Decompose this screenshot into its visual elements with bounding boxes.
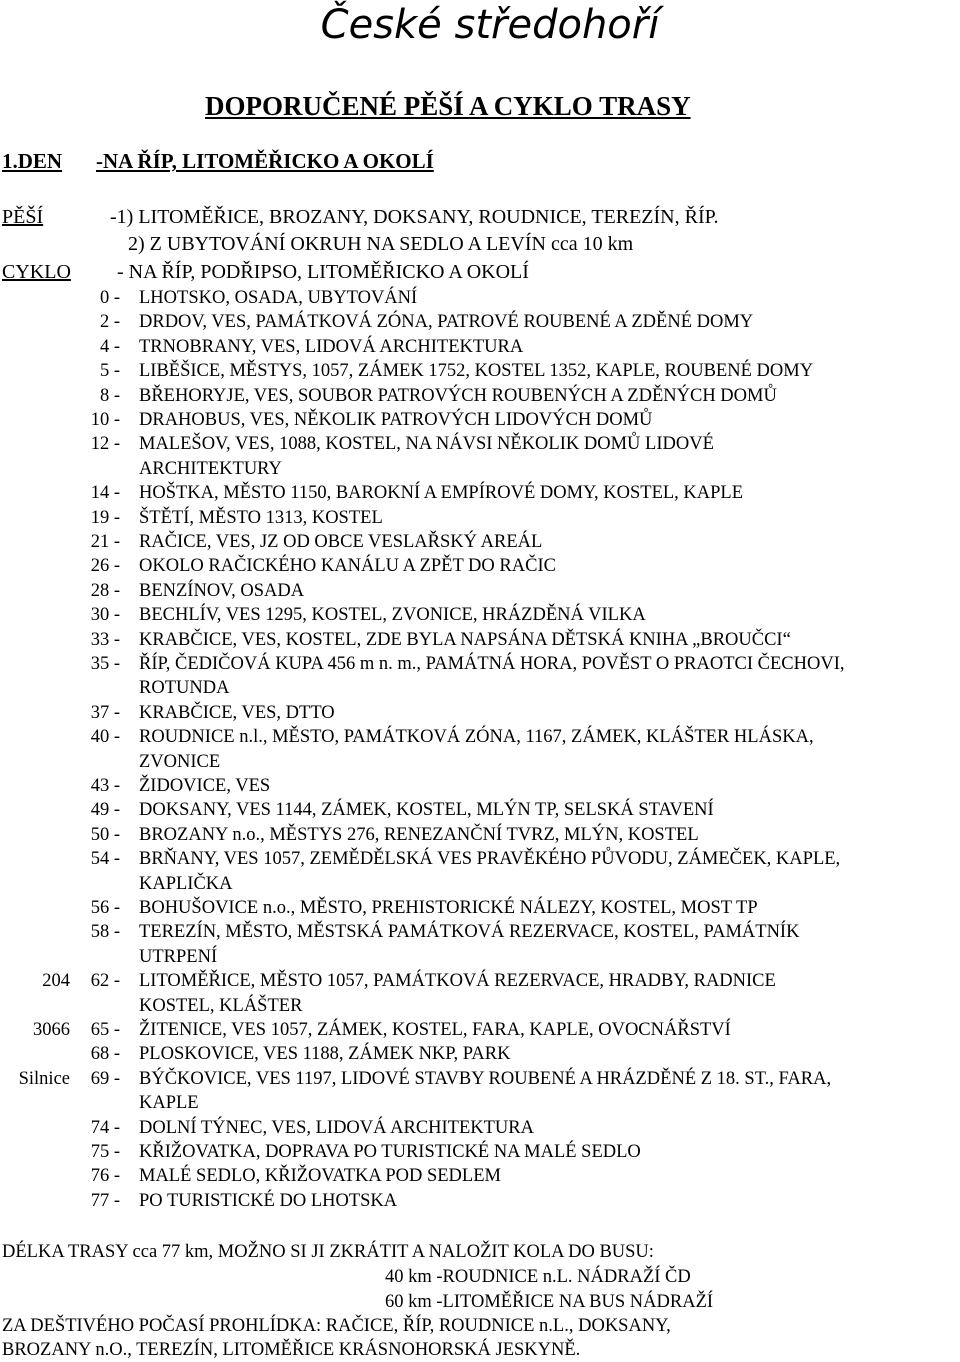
page-title: České středohoří xyxy=(320,2,660,48)
day-description: -NA ŘÍP, LITOMĚŘICKO A OKOLÍ xyxy=(96,149,434,173)
stop-row-continuation xyxy=(0,457,960,481)
stop-description: TRNOBRANY, VES, LIDOVÁ ARCHITEKTURA xyxy=(139,336,524,357)
stop-km: 40 - xyxy=(90,727,120,748)
stop-description: UTRPENÍ xyxy=(139,946,218,967)
stop-km: 4 - xyxy=(99,336,120,357)
stop-row xyxy=(0,335,960,359)
stop-description: BŘEHORYJE, VES, SOUBOR PATROVÝCH ROUBENÝCH A ZDĚNÝCH DOMŮ xyxy=(139,385,777,406)
stop-row xyxy=(0,823,960,847)
stop-description: PO TURISTICKÉ DO LHOTSKA xyxy=(139,1190,398,1211)
stop-row-continuation xyxy=(0,750,960,774)
stop-km: 0 - xyxy=(99,288,120,308)
stop-description: HOŠTKA, MĚSTO 1150, BAROKNÍ A EMPÍROVÉ DOMY, KOSTEL, KAPLE xyxy=(139,483,744,504)
stop-row xyxy=(0,506,960,530)
stop-km: 77 - xyxy=(90,1190,120,1211)
stop-row xyxy=(0,603,960,627)
stop-description: TEREZÍN, MĚSTO, MĚSTSKÁ PAMÁTKOVÁ REZERVACE, KOSTEL, PAMÁTNÍK xyxy=(139,922,800,943)
stop-km: 19 - xyxy=(90,507,120,528)
stop-km: 69 - xyxy=(90,1068,120,1089)
stop-description: LHOTSKO, OSADA, UBYTOVÁNÍ xyxy=(139,288,418,308)
stop-description: KOSTEL, KLÁŠTER xyxy=(139,995,303,1016)
stop-km: 12 - xyxy=(90,434,120,455)
stop-description: DRDOV, VES, PAMÁTKOVÁ ZÓNA, PATROVÉ ROUBENÉ A ZDĚNÉ DOMY xyxy=(139,312,754,333)
stop-row xyxy=(0,628,960,652)
stop-row xyxy=(0,701,960,725)
stop-row xyxy=(0,1042,960,1066)
stop-description: ROUDNICE n.l., MĚSTO, PAMÁTKOVÁ ZÓNA, 1167, ZÁMEK, KLÁŠTER HLÁSKA, xyxy=(139,727,814,748)
stop-side-note: 204 xyxy=(42,971,70,992)
stop-row xyxy=(0,969,960,993)
stop-row xyxy=(0,1164,960,1188)
page-subtitle: DOPORUČENÉ PĚŠÍ A CYKLO TRASY xyxy=(205,91,691,121)
stop-description: KAPLE xyxy=(139,1093,199,1114)
stop-row xyxy=(0,432,960,456)
stop-side-note: Silnice xyxy=(18,1068,70,1089)
stop-description: RAČICE, VES, JZ OD OBCE VESLAŘSKÝ AREÁL xyxy=(139,532,543,552)
stop-row xyxy=(0,310,960,334)
stop-km: 65 - xyxy=(90,1020,120,1040)
stop-description: MALEŠOV, VES, 1088, KOSTEL, NA NÁVSI NĚKOLIK DOMŮ LIDOVÉ xyxy=(139,434,714,455)
stop-row-continuation xyxy=(0,676,960,700)
stop-description: KAPLIČKA xyxy=(139,873,233,894)
stop-description: BENZÍNOV, OSADA xyxy=(139,580,305,601)
stop-row xyxy=(0,920,960,944)
stop-km: 37 - xyxy=(90,702,120,723)
stop-description: ROTUNDA xyxy=(139,678,230,699)
stop-km: 49 - xyxy=(90,800,120,821)
stop-description: OKOLO RAČICKÉHO KANÁLU A ZPĚT DO RAČIC xyxy=(139,556,556,577)
stop-row-continuation xyxy=(0,945,960,969)
stop-km: 74 - xyxy=(90,1117,120,1138)
stop-description: ŘÍP, ČEDIČOVÁ KUPA 456 m n. m., PAMÁTNÁ HORA, POVĚST O PRAOTCI ČECHOVI, xyxy=(139,654,845,674)
stop-km: 10 - xyxy=(90,410,120,430)
cycle-label: CYKLO xyxy=(2,261,71,283)
stop-row xyxy=(0,384,960,408)
stop-km: 33 - xyxy=(90,629,120,650)
stop-km: 35 - xyxy=(90,654,120,674)
route-length-note: DÉLKA TRASY cca 77 km, MOŽNO SI JI ZKRÁTIT A NALOŽIT KOLA DO BUSU: xyxy=(2,1242,654,1262)
stop-description: ŽIDOVICE, VES xyxy=(139,776,271,796)
stop-row xyxy=(0,725,960,749)
shortcut-option-1: 40 km -ROUDNICE n.L. NÁDRAŽÍ ČD xyxy=(385,1267,691,1287)
stop-description: MALÉ SEDLO, KŘIŽOVATKA POD SEDLEM xyxy=(139,1166,501,1187)
stop-description: LITOMĚŘICE, MĚSTO 1057, PAMÁTKOVÁ REZERVACE, HRADBY, RADNICE xyxy=(139,971,776,992)
stop-km: 58 - xyxy=(90,922,120,943)
stop-row xyxy=(0,1067,960,1091)
stop-description: BECHLÍV, VES 1295, KOSTEL, ZVONICE, HRÁZDĚNÁ VILKA xyxy=(139,605,646,626)
stop-row xyxy=(0,774,960,798)
stop-description: DOKSANY, VES 1144, ZÁMEK, KOSTEL, MLÝN TP, SELSKÁ STAVENÍ xyxy=(139,800,714,821)
stop-row xyxy=(0,579,960,603)
stop-row xyxy=(0,1018,960,1042)
stop-row xyxy=(0,1189,960,1213)
stop-description: ŽITENICE, VES 1057, ZÁMEK, KOSTEL, FARA, KAPLE, OVOCNÁŘSTVÍ xyxy=(139,1020,731,1040)
rain-program-line-2: BROZANY n.O., TEREZÍN, LITOMĚŘICE KRÁSNOHORSKÁ JESKYNĚ. xyxy=(2,1340,581,1360)
stop-description: DOLNÍ TÝNEC, VES, LIDOVÁ ARCHITEKTURA xyxy=(139,1117,534,1138)
stop-description: PLOSKOVICE, VES 1188, ZÁMEK NKP, PARK xyxy=(139,1044,511,1065)
stop-description: LIBĚŠICE, MĚSTYS, 1057, ZÁMEK 1752, KOSTEL 1352, KAPLE, ROUBENÉ DOMY xyxy=(139,361,814,382)
stop-row xyxy=(0,286,960,310)
stop-description: KRABČICE, VES, DTTO xyxy=(139,702,335,723)
stop-description: ZVONICE xyxy=(139,751,221,772)
stop-row xyxy=(0,359,960,383)
stop-km: 14 - xyxy=(90,483,120,504)
stop-km: 21 - xyxy=(90,532,120,552)
stop-km: 43 - xyxy=(90,776,120,796)
stop-km: 8 - xyxy=(99,385,120,406)
stop-row xyxy=(0,408,960,432)
stop-row xyxy=(0,847,960,871)
stop-description: BRŇANY, VES 1057, ZEMĚDĚLSKÁ VES PRAVĚKÉHO PŮVODU, ZÁMEČEK, KAPLE, xyxy=(139,849,841,870)
stop-row xyxy=(0,481,960,505)
stop-row xyxy=(0,1116,960,1140)
stop-km: 28 - xyxy=(90,580,120,601)
stop-km: 75 - xyxy=(90,1142,120,1162)
stop-row xyxy=(0,1140,960,1164)
day-label: 1.DEN xyxy=(2,149,63,173)
stop-row-continuation xyxy=(0,994,960,1018)
stop-description: DRAHOBUS, VES, NĚKOLIK PATROVÝCH LIDOVÝCH DOMŮ xyxy=(139,410,653,430)
stop-row xyxy=(0,652,960,676)
walk-label: PĚŠÍ xyxy=(2,206,44,228)
stop-km: 50 - xyxy=(90,824,120,845)
walk-route-2: 2) Z UBYTOVÁNÍ OKRUH NA SEDLO A LEVÍN cca 10 km xyxy=(128,233,634,255)
stop-row xyxy=(0,554,960,578)
stop-row xyxy=(0,798,960,822)
stop-side-note: 3066 xyxy=(33,1020,70,1040)
stop-row xyxy=(0,530,960,554)
stop-description: ŠTĚTÍ, MĚSTO 1313, KOSTEL xyxy=(139,507,383,528)
walk-route-1: -1) LITOMĚŘICE, BROZANY, DOKSANY, ROUDNICE, TEREZÍN, ŘÍP. xyxy=(110,206,719,228)
stop-row-continuation xyxy=(0,1091,960,1115)
stop-km: 68 - xyxy=(90,1044,120,1065)
stop-description: BOHUŠOVICE n.o., MĚSTO, PREHISTORICKÉ NÁLEZY, KOSTEL, MOST TP xyxy=(139,898,758,918)
stop-description: ARCHITEKTURY xyxy=(139,458,282,479)
stop-description: KRABČICE, VES, KOSTEL, ZDE BYLA NAPSÁNA DĚTSKÁ KNIHA „BROUČCI“ xyxy=(139,629,791,650)
stop-description: BÝČKOVICE, VES 1197, LIDOVÉ STAVBY ROUBENÉ A HRÁZDĚNÉ Z 18. ST., FARA, xyxy=(139,1068,832,1089)
stop-km: 56 - xyxy=(90,898,120,918)
stop-description: BROZANY n.o., MĚSTYS 276, RENEZANČNÍ TVRZ, MLÝN, KOSTEL xyxy=(139,824,699,845)
stop-row-continuation xyxy=(0,872,960,896)
stop-km: 76 - xyxy=(90,1166,120,1187)
shortcut-option-2: 60 km -LITOMĚŘICE NA BUS NÁDRAŽÍ xyxy=(385,1292,714,1312)
stop-km: 5 - xyxy=(99,361,120,382)
stop-description: KŘIŽOVATKA, DOPRAVA PO TURISTICKÉ NA MALÉ SEDLO xyxy=(139,1142,641,1162)
cycle-intro: - NA ŘÍP, PODŘIPSO, LITOMĚŘICKO A OKOLÍ xyxy=(117,261,529,283)
stop-row xyxy=(0,896,960,920)
rain-program-line-1: ZA DEŠTIVÉHO POČASÍ PROHLÍDKA: RAČICE, ŘÍP, ROUDNICE n.L., DOKSANY, xyxy=(2,1316,671,1336)
stop-km: 30 - xyxy=(90,605,120,626)
stop-km: 26 - xyxy=(90,556,120,577)
stop-km: 62 - xyxy=(90,971,120,992)
stop-km: 54 - xyxy=(90,849,120,870)
stop-km: 2 - xyxy=(99,312,120,333)
